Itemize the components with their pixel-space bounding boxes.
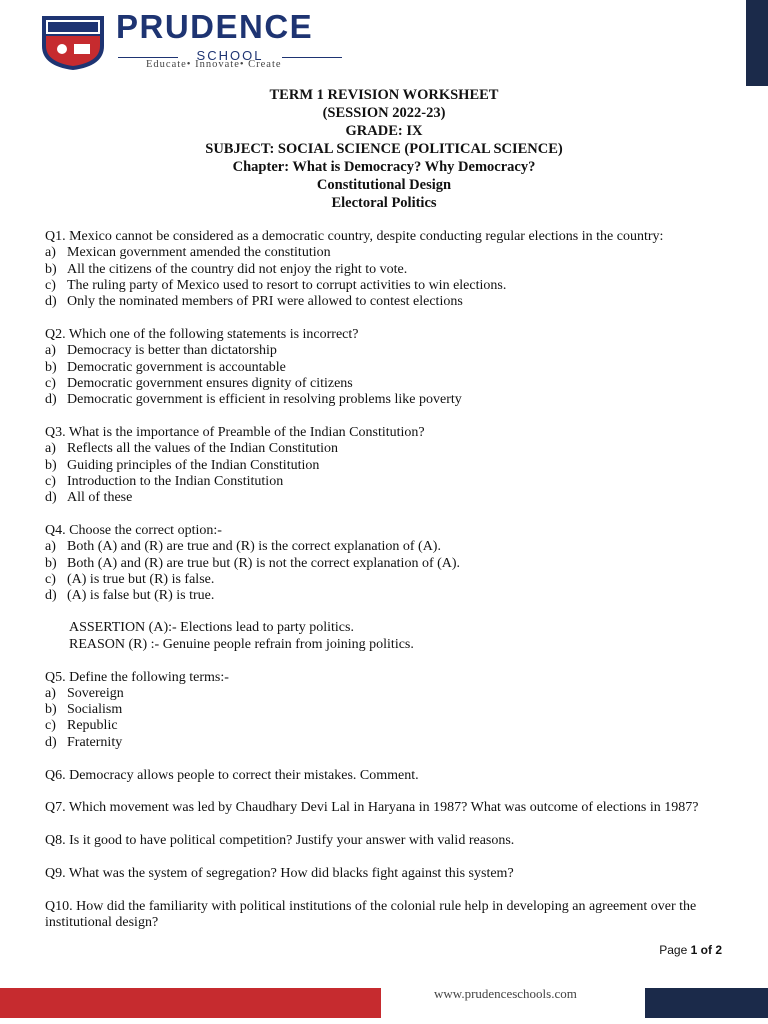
brand-tagline: Educate• Innovate• Create [146, 59, 282, 70]
question-text: Q9. What was the system of segregation? How did blacks fight against this system? [45, 865, 514, 881]
header-session: (SESSION 2022-23) [322, 105, 446, 121]
option-item: c) Republic [45, 718, 118, 734]
question-5 [45, 670, 735, 751]
header-subject: SUBJECT: SOCIAL SCIENCE (POLITICAL SCIENCE) [205, 141, 563, 157]
header-chapter-2: Constitutional Design [316, 177, 452, 193]
worksheet-header [0, 86, 768, 212]
option-item: a) Mexican government amended the constitution [45, 245, 331, 261]
header-chapter-3: Electoral Politics [331, 195, 437, 211]
header-grade: GRADE: IX [345, 123, 423, 139]
option-item: a) Reflects all the values of the Indian Constitution [45, 441, 338, 457]
reason-text: REASON (R) :- Genuine people refrain from joining politics. [69, 636, 414, 652]
option-item: a) Sovereign [45, 685, 124, 701]
options-list [45, 441, 735, 506]
question-text: Q6. Democracy allows people to correct their mistakes. Comment. [45, 767, 419, 783]
question-8 [45, 833, 735, 849]
school-logo [38, 8, 358, 74]
header-chapter: Chapter: What is Democracy? Why Democracy? [232, 159, 536, 175]
option-item: a) Both (A) and (R) are true and (R) is the correct explanation of (A). [45, 539, 441, 555]
footer-website: www.prudenceschools.com [434, 986, 577, 1001]
question-10 [45, 899, 735, 932]
option-item: b) Guiding principles of the Indian Constitution [45, 457, 320, 473]
option-item: c) Introduction to the Indian Constitution [45, 473, 284, 489]
option-item: c) Democratic government ensures dignity of citizens [45, 375, 353, 391]
assertion-text: ASSERTION (A):- Elections lead to party politics. [69, 620, 354, 636]
question-1 [45, 229, 735, 310]
brand-school: SCHOOL [196, 48, 264, 63]
question-6 [45, 768, 735, 784]
footer-red-bar [0, 988, 381, 1018]
question-9 [45, 866, 735, 882]
option-item: b) Both (A) and (R) are true but (R) is not the correct explanation of (A). [45, 555, 461, 571]
option-item: b) All the citizens of the country did not enjoy the right to vote. [45, 261, 408, 277]
assertion-reason [45, 620, 735, 653]
header-title: TERM 1 REVISION WORKSHEET [269, 87, 499, 103]
option-item: b) Socialism [45, 702, 123, 718]
question-text: Q10. How did the familiarity with political institutions of the colonial rule help in developing an agreement over the institutional design? [45, 898, 697, 930]
question-text: Q1. Mexico cannot be considered as a democratic country, despite conducting regular elections in the country: [45, 229, 664, 244]
question-7 [45, 800, 735, 816]
question-text: Q2. Which one of the following statements is incorrect? [45, 326, 359, 342]
option-item: c) (A) is true but (R) is false. [45, 571, 215, 587]
question-text: Q4. Choose the correct option:- [45, 522, 222, 538]
question-3 [45, 425, 735, 506]
option-item: d) Only the nominated members of PRI were allowed to contest elections [45, 294, 463, 310]
options-list [45, 343, 735, 408]
options-list [45, 245, 735, 310]
page-number: Page 1 of 2 [659, 943, 722, 957]
brand-name: PRUDENCE [116, 8, 314, 45]
shield-emblem-icon [38, 12, 108, 72]
question-text: Q7. Which movement was led by Chaudhary Devi Lal in Haryana in 1987? What was outcome of elections in 1987? [45, 800, 699, 816]
option-item: d) Fraternity [45, 734, 123, 750]
option-item: a) Democracy is better than dictatorship [45, 343, 277, 359]
option-item: d) (A) is false but (R) is true. [45, 588, 215, 604]
options-list [45, 539, 735, 604]
option-item: d) All of these [45, 490, 133, 506]
question-text: Q8. Is it good to have political competition? Justify your answer with valid reasons. [45, 833, 515, 849]
question-4 [45, 523, 735, 653]
question-text: Q3. What is the importance of Preamble of the Indian Constitution? [45, 424, 425, 440]
question-text: Q5. Define the following terms:- [45, 669, 229, 685]
options-list [45, 686, 735, 751]
option-item: d) Democratic government is efficient in resolving problems like poverty [45, 392, 462, 408]
option-item: b) Democratic government is accountable [45, 359, 286, 375]
question-2 [45, 327, 735, 408]
option-item: c) The ruling party of Mexico used to resort to corrupt activities to win elections. [45, 277, 507, 293]
questions-list [45, 229, 735, 948]
corner-accent-bar [746, 0, 768, 86]
footer-navy-bar [645, 988, 768, 1018]
